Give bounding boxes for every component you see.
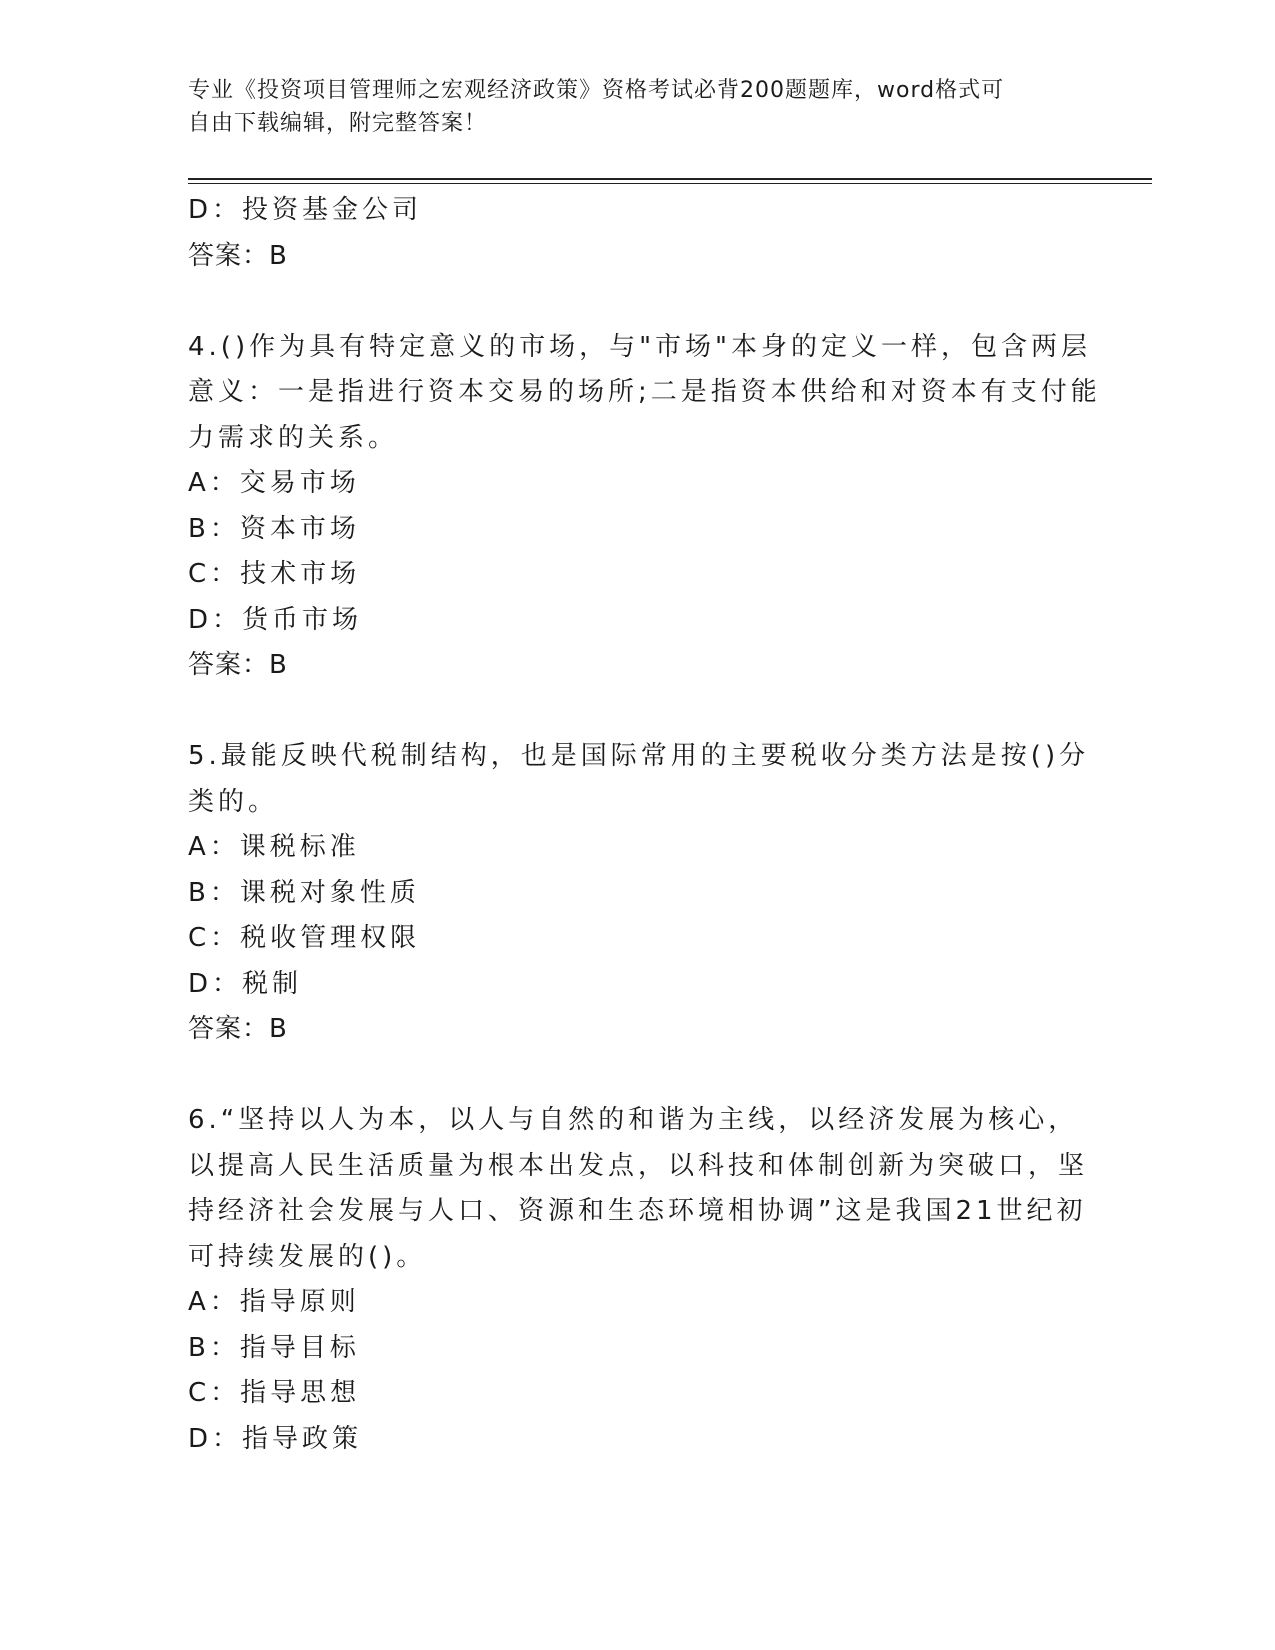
option-a: A：课税标准 (188, 832, 360, 862)
page-header (188, 74, 1068, 140)
header-line-2: 自由下载编辑，附完整答案！ (188, 111, 488, 136)
option-d: D：货币市场 (188, 604, 363, 635)
spacer (188, 1053, 1088, 1099)
question-stem-line: 4.()作为具有特定意义的市场，与"市场"本身的定义一样，包含两层 (188, 331, 1092, 362)
question-5 (188, 734, 1088, 1053)
header-divider-thin (188, 183, 1152, 184)
question-stem-line: 类的。 (188, 786, 279, 817)
option-c: C：税收管理权限 (188, 923, 421, 953)
question-stem-line: 以提高人民生活质量为根本出发点，以科技和体制创新为突破口，坚 (188, 1150, 1089, 1181)
option-c: C：指导思想 (188, 1378, 361, 1408)
answer-line: 答案：B (188, 1014, 288, 1044)
question-stem-line: 6.“坚持以人为本，以人与自然的和谐为主线，以经济发展为核心， (188, 1105, 1079, 1135)
question-stem-line: 意义：一是指进行资本交易的场所;二是指资本供给和对资本有支付能 (188, 377, 1101, 407)
option-b: B：课税对象性质 (188, 877, 420, 908)
spacer (188, 279, 1088, 325)
option-b: B：指导目标 (188, 1332, 360, 1363)
question-stem-line: 力需求的关系。 (188, 422, 399, 453)
question-stem-line: 可持续发展的()。 (188, 1241, 427, 1272)
question-stem-line: 5.最能反映代税制结构，也是国际常用的主要税收分类方法是按()分 (188, 741, 1090, 771)
option-d: D：税制 (188, 968, 303, 999)
option-d: D：指导政策 (188, 1423, 363, 1454)
option-c: C：技术市场 (188, 559, 361, 589)
answer-line: 答案：B (188, 240, 288, 271)
spacer (188, 689, 1088, 735)
option-d: D：投资基金公司 (188, 195, 423, 225)
question-content (188, 188, 1101, 1462)
header-line-1: 专业《投资项目管理师之宏观经济政策》资格考试必背200题题库，word格式可 (188, 78, 1005, 103)
header-divider (188, 178, 1152, 180)
answer-line: 答案：B (188, 650, 288, 680)
question-4 (188, 325, 1101, 689)
option-b: B：资本市场 (188, 513, 360, 544)
option-a: A：指导原则 (188, 1287, 360, 1317)
question-6 (188, 1098, 1088, 1462)
option-a: A：交易市场 (188, 468, 360, 498)
question-stem-line: 持经济社会发展与人口、资源和生态环境相协调”这是我国21世纪初 (188, 1196, 1087, 1226)
